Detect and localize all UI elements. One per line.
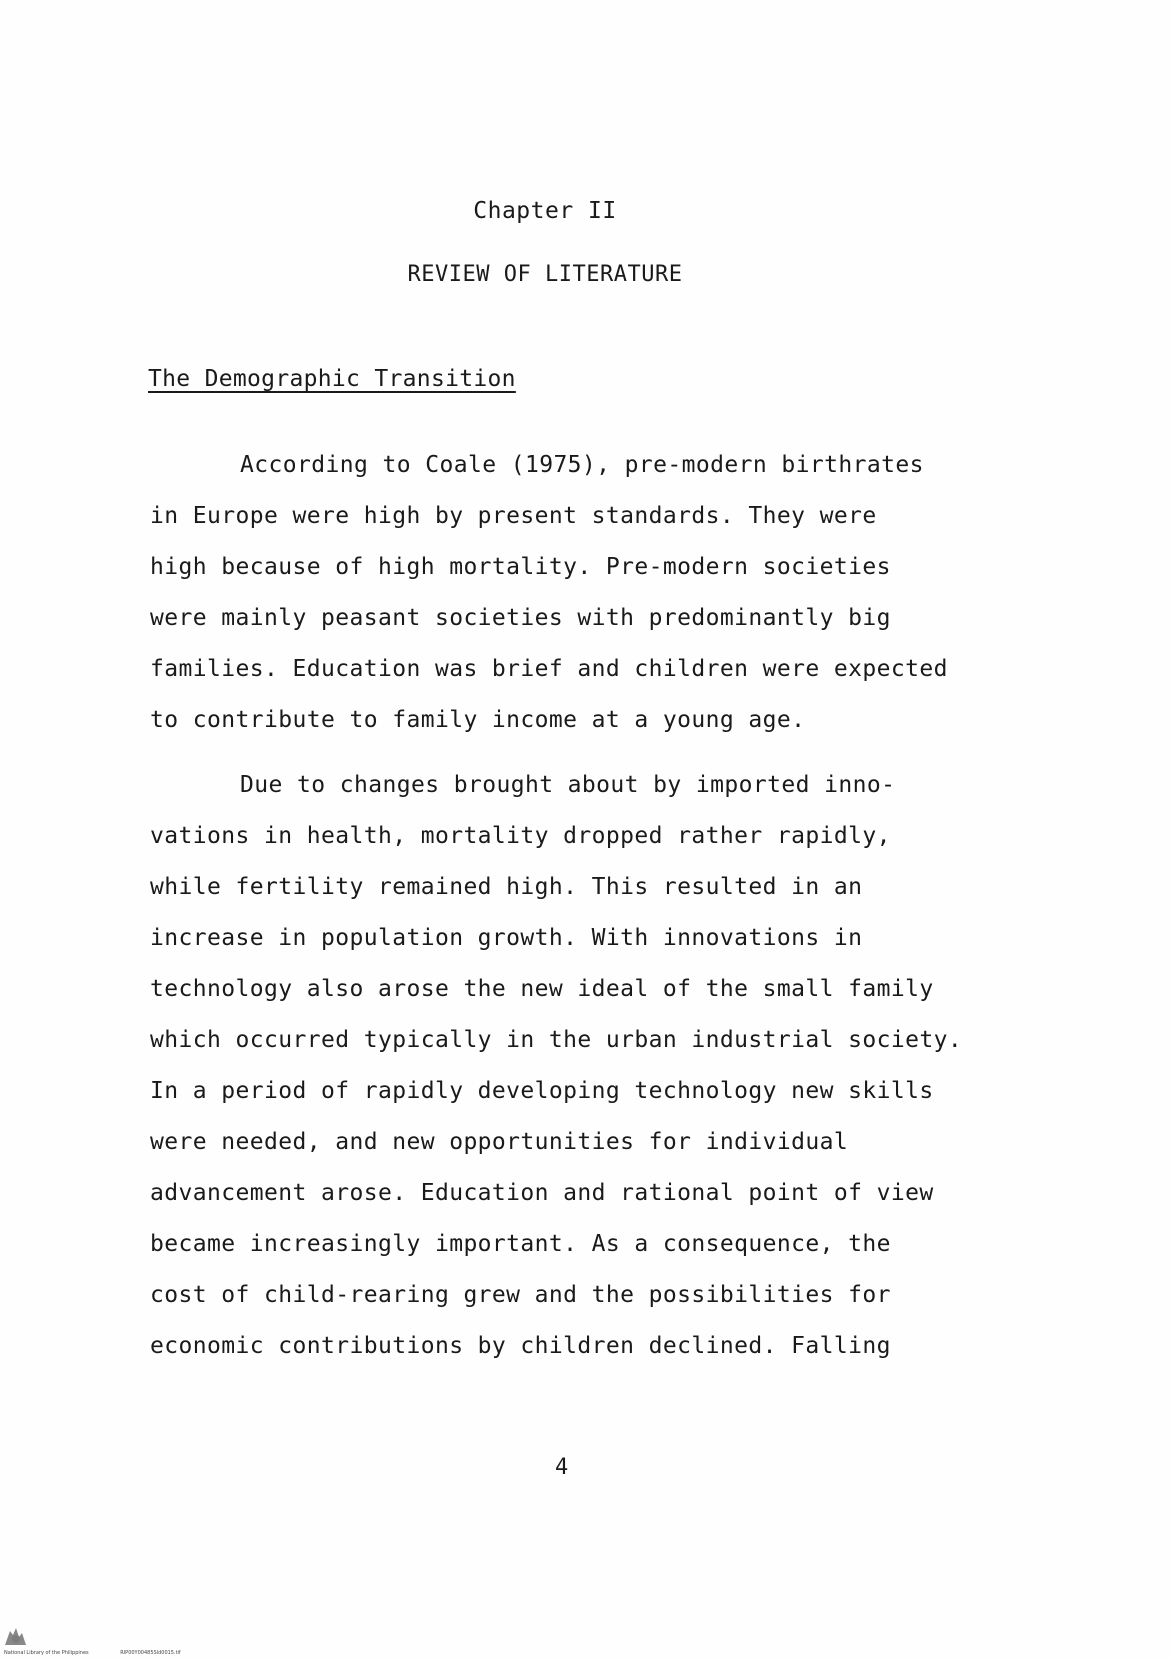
paragraph-line: cost of child-rearing grew and the possibilities for <box>150 1282 891 1308</box>
paragraph-1 <box>150 440 1030 746</box>
paragraph-line: increase in population growth. With innovations in <box>150 925 863 951</box>
paragraph-line: vations in health, mortality dropped rather rapidly, <box>150 823 891 849</box>
section-heading: The Demographic Transition <box>148 366 516 392</box>
footer-library: National Library of the Philippines <box>4 1650 89 1656</box>
paragraph-line: According to Coale (1975), pre-modern birthrates <box>240 452 924 478</box>
paragraph-line: families. Education was brief and children were expected <box>150 656 948 682</box>
paragraph-line: high because of high mortality. Pre-modern societies <box>150 554 891 580</box>
paragraph-line: to contribute to family income at a young age. <box>150 707 806 733</box>
paragraph-line: became increasingly important. As a consequence, the <box>150 1231 891 1257</box>
paragraph-line: in Europe were high by present standards. They were <box>150 503 877 529</box>
paragraph-line: which occurred typically in the urban industrial society. <box>150 1027 963 1053</box>
library-seal-icon <box>2 1625 32 1647</box>
paragraph-line: while fertility remained high. This resulted in an <box>150 874 863 900</box>
paragraph-line: economic contributions by children declined. Falling <box>150 1333 891 1359</box>
paragraph-line: advancement arose. Education and rational point of view <box>150 1180 934 1206</box>
paragraph-line: Due to changes brought about by imported inno- <box>240 772 896 798</box>
chapter-label: Chapter II <box>473 198 617 224</box>
paragraph-line: In a period of rapidly developing technology new skills <box>150 1078 934 1104</box>
footer-caption <box>4 1650 181 1656</box>
paragraph-line: were needed, and new opportunities for individual <box>150 1129 849 1155</box>
paragraph-line: were mainly peasant societies with predominantly big <box>150 605 891 631</box>
paragraph-2 <box>150 760 1030 1372</box>
chapter-title: REVIEW OF LITERATURE <box>407 262 683 287</box>
page-number: 4 <box>555 1455 569 1480</box>
footer-code: RIP00Y00485Sld0015.tif <box>120 1650 181 1656</box>
paragraph-line: technology also arose the new ideal of the small family <box>150 976 934 1002</box>
